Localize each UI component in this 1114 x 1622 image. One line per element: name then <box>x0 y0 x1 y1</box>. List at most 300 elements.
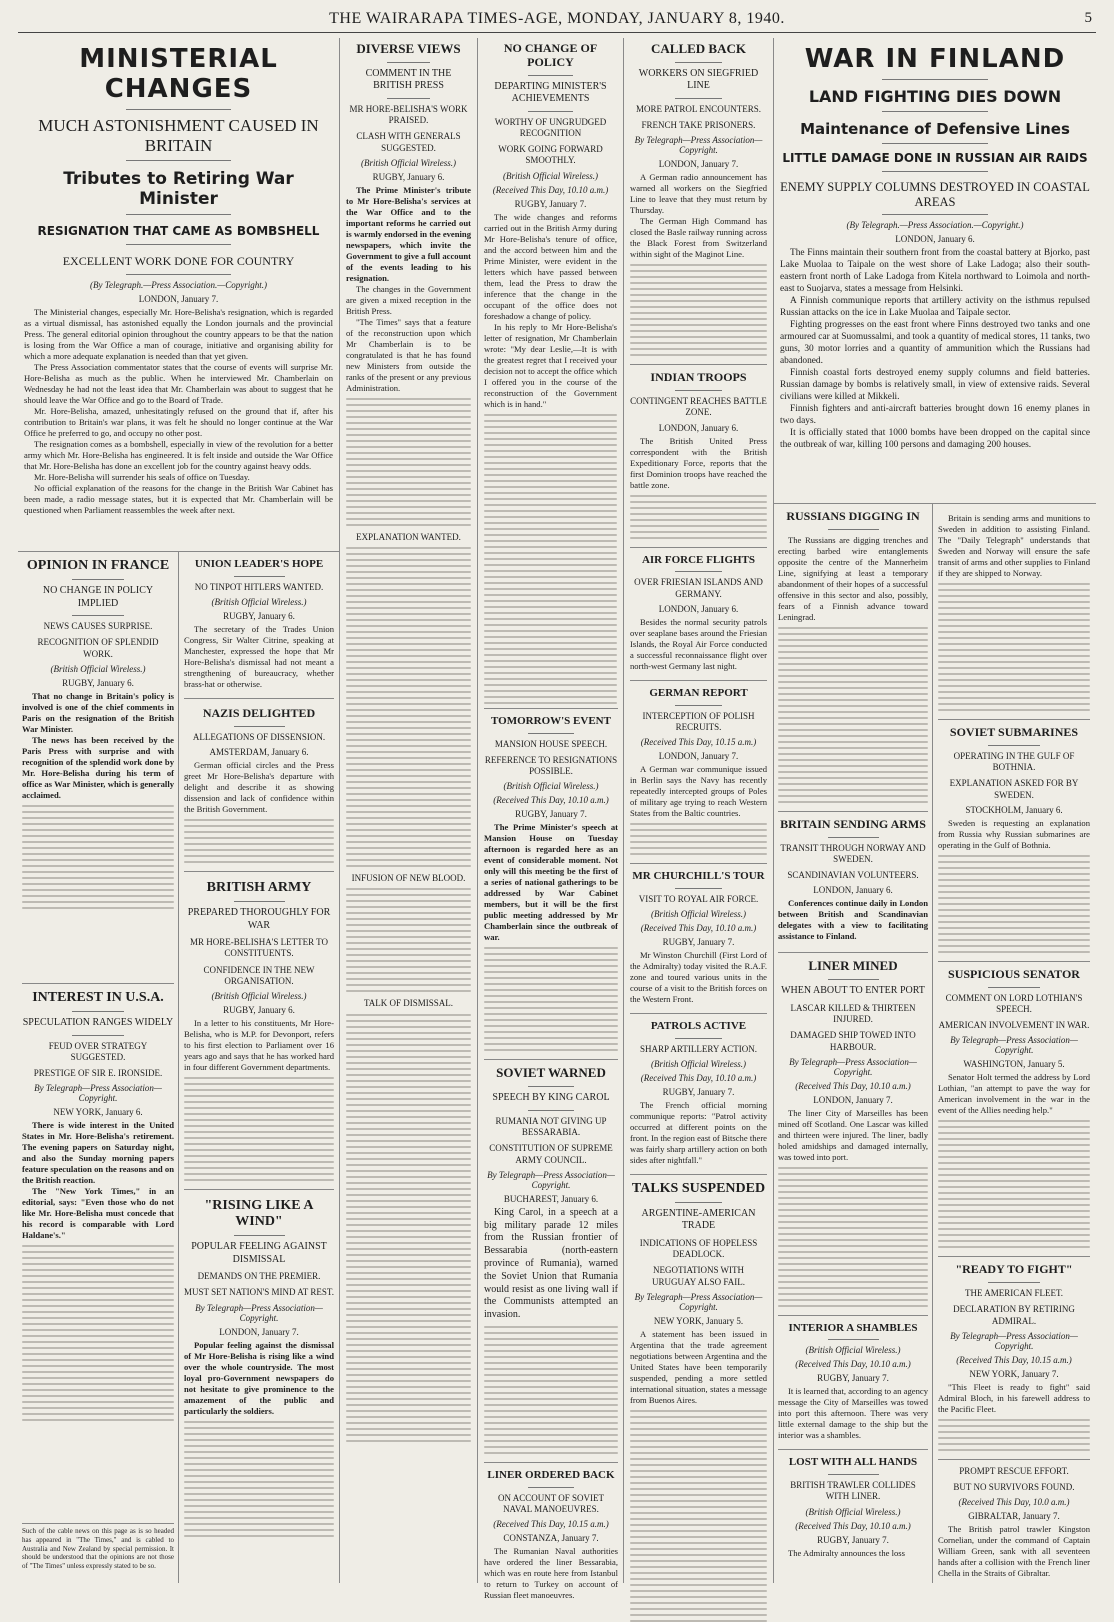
dateline: LONDON, January 6. <box>895 233 975 244</box>
column-no-change-policy <box>478 38 624 1601</box>
illegible-text <box>630 264 767 356</box>
deck: TRANSIT THROUGH NORWAY AND SWEDEN. <box>780 842 926 864</box>
credit-line: By Telegraph—Press Association—Copyright. <box>950 1330 1078 1351</box>
paragraph: Conferences continue daily in London between British and Scandinavian delegates with a view to facilitating assistance to Finland. <box>778 898 928 942</box>
paragraph: The Admiralty announces the loss <box>788 1547 905 1558</box>
deck: OPERATING IN THE GULF OF BOTHNIA. <box>953 750 1075 773</box>
divider <box>675 1038 722 1039</box>
divider <box>675 888 722 889</box>
divider <box>528 1086 574 1087</box>
paragraph: The German High Command has closed the Basle railway running across the Black Forest from Switzerland within sight of the Maginot Line. <box>630 216 767 260</box>
credit-line: (British Official Wireless.) <box>805 1345 901 1356</box>
paragraph: A German radio announcement has warned all workers on the Siegfried Line to leave that they must return by Thursday. <box>630 172 767 216</box>
paragraph: The British patrol trawler Kingston Cornelian, under the command of Captain William Green, sank with all seventeen hands after a collision with the French liner Chella in the Straits of Gibraltar. <box>938 1524 1090 1579</box>
deck: ALLEGATIONS OF DISSENSION. <box>192 731 326 742</box>
dateline: LONDON, January 6. <box>658 603 739 614</box>
divider <box>126 160 231 161</box>
deck: NO CHANGE IN POLICY IMPLIED <box>42 585 154 609</box>
credit-line: By Telegraph—Press Association—Copyright. <box>34 1083 162 1104</box>
deck: CONFIDENCE IN THE NEW ORGANISATION. <box>203 964 315 986</box>
article-body <box>938 1524 1090 1579</box>
credit-line: (By Telegraph.—Press Association.—Copyright.) <box>846 219 1024 230</box>
article-body <box>778 1548 928 1559</box>
masthead-title: THE WAIRARAPA TIMES-AGE, MONDAY, JANUARY 8, 1940. <box>329 10 785 27</box>
deck: BUT NO SURVIVORS FOUND. <box>953 1482 1075 1493</box>
credit-line: (Received This Day, 10.10 a.m.) <box>795 1080 911 1091</box>
credit-line: By Telegraph—Press Association—Copyright. <box>789 1056 917 1077</box>
paragraph: The secretary of the Trades Union Congress, Sir Walter Citrine, speaking at Manchester, expressed the hope that Mr Hore-Belisha's dismissal had not meant a strengthening of bureaucracy, whether brass-hat or otherwise. <box>184 623 334 689</box>
footnote: Such of the cable news on this page as is so headed has appeared in "The Times," and is cabled to Australia and New Zealand by special permission. It should be understood that the opinions are not those of "The Times" unless expressly stated to be so. <box>22 1523 174 1571</box>
article-body <box>184 760 334 815</box>
paragraph: The Finns maintain their southern front from the coastal battery at Bjorko, past Lake Muolaa to Taipale on the west shore of Lake Ladoga; also their south-eastern front north of Lake Ladoga from Kitela northward to Loimola and north-east to Suojarva, states a message from Helsinki. <box>780 247 1090 295</box>
headline-union-leader: UNION LEADER'S HOPE <box>194 558 324 570</box>
dateline: NEW YORK, January 5. <box>653 1315 744 1326</box>
deck: SPEECH BY KING CAROL <box>492 1092 610 1104</box>
divider <box>675 705 722 706</box>
divider <box>72 1035 124 1036</box>
illegible-text <box>630 1410 767 1622</box>
article-stack <box>484 708 618 1601</box>
paragraph: Besides the normal security patrols over seaplane bases around the Friesian Islands, the Royal Air Force conducted a successful reconnaissance flight over north-west Germany last night. <box>630 616 767 671</box>
divider <box>882 111 987 112</box>
deck: DAMAGED SHIP TOWED INTO HARBOUR. <box>790 1030 916 1052</box>
paragraph: Fighting progresses on the east front where Finns destroyed two tanks and one armoured car at Suomussalmi, and took a quantity of medical stores, 11 tanks, two guns, 30 motor lorries and a quantity of ammunition which the Russians had abandoned. <box>780 320 1090 367</box>
divider <box>234 1235 285 1236</box>
deck-tributes: Tributes to Retiring War Minister <box>63 169 294 210</box>
article-body <box>938 1382 1090 1415</box>
dateline: LONDON, January 6. <box>813 885 893 896</box>
divider <box>234 576 285 577</box>
illegible-text <box>484 414 617 704</box>
paragraph: German official circles and the Press greet Mr Hore-Belisha's departure with delight and describe it as showing dissension and lack of confidence within the British Government. <box>184 759 334 814</box>
divider <box>828 979 879 980</box>
divider <box>528 1487 574 1488</box>
paragraph: Finnish fighters and anti-aircraft batteries brought down 16 enemy planes in two days. <box>780 404 1090 427</box>
article-body <box>778 898 928 942</box>
deck: THE AMERICAN FLEET. <box>964 1288 1064 1299</box>
divider <box>72 615 124 616</box>
paragraph: A Finnish communique reports that artillery activity on the isthmus repulsed Russian attacks on the ice in Lake Muolaa and Taipale sector. <box>780 296 1090 319</box>
credit-line: (British Official Wireless.) <box>211 596 307 607</box>
deck: SHARP ARTILLERY ACTION. <box>639 1043 758 1054</box>
divider <box>387 62 430 63</box>
deck: BRITISH TRAWLER COLLIDES WITH LINER. <box>790 1480 916 1502</box>
paragraph: The changes in the Government are given a mixed reception in the British Press. <box>346 283 471 316</box>
headline-interior-shambles: INTERIOR A SHAMBLES <box>788 1321 918 1334</box>
deck: RUMANIA NOT GIVING UP BESSARABIA. <box>495 1115 607 1138</box>
deck: NEGOTIATIONS WITH URUGUAY ALSO FAIL. <box>652 1265 745 1287</box>
divider <box>828 1474 879 1475</box>
paragraph: "The Times" says that a feature of the reconstruction upon which Mr Chamberlain is to be congratulated is that he has found new Ministers from outside the ranks of the present or any previous Administration. <box>346 316 471 393</box>
illegible-text <box>346 547 471 867</box>
headline-ready-to-fight: "READY TO FIGHT" <box>955 1262 1073 1277</box>
deck: MR HORE-BELISHA'S LETTER TO CONSTITUENTS. <box>189 937 329 959</box>
column-called-back <box>624 38 774 1583</box>
deck: FEUD OVER STRATEGY SUGGESTED. <box>48 1040 148 1062</box>
divider <box>675 1202 722 1203</box>
article-body <box>780 247 1090 452</box>
article-body <box>22 1120 174 1241</box>
illegible-text <box>346 888 471 992</box>
subcolumn-right <box>184 558 334 1583</box>
credit-line: (Received This Day, 10.15 a.m.) <box>493 1519 609 1530</box>
paragraph: The news has been received by the Paris Press with surprise and with recognition of the splendid work done by Mr. Hore-Belisha during his term of office as War Minister, which is generally acclaimed. <box>22 734 174 800</box>
credit-line: By Telegraph—Press Association—Copyright. <box>195 1302 323 1323</box>
illegible-text <box>184 1077 334 1181</box>
article-body <box>778 535 928 623</box>
headline-air-force-flights: AIR FORCE FLIGHTS <box>641 553 756 566</box>
deck: WHEN ABOUT TO ENTER PORT <box>781 985 925 997</box>
divider <box>882 79 987 80</box>
paragraph: There is wide interest in the United States in Mr. Hore-Belisha's retirement. The evening papers on Saturday night, and also the Sunday morning papers feature speculation on the reasons and on the British reaction. <box>22 1120 174 1186</box>
dateline: RUGBY, January 6. <box>223 1005 295 1016</box>
illegible-text <box>22 1245 174 1421</box>
article-body <box>24 307 333 516</box>
headline-called-back: CALLED BACK <box>651 41 746 56</box>
deck: FRENCH TAKE PRISONERS. <box>641 120 756 131</box>
article-body <box>184 624 334 690</box>
headline-soviet-submarines: SOVIET SUBMARINES <box>949 725 1079 739</box>
deck: MANSION HOUSE SPEECH. <box>494 738 608 749</box>
headline-no-change-policy: NO CHANGE OF POLICY <box>503 41 598 69</box>
dateline: WASHINGTON, January 5. <box>963 1059 1065 1070</box>
dateline: CONSTANZA, January 7. <box>503 1533 599 1544</box>
credit-line: (By Telegraph.—Press Association.—Copyright.) <box>90 279 267 290</box>
headline-soviet-warned: SOVIET WARNED <box>496 1065 606 1081</box>
article-body <box>630 172 767 260</box>
paragraph: The Prime Minister's speech at Mansion House on Tuesday afternoon is regarded here as an event of considerable moment. Not only will this meeting be the first of a series of national gatherings to be addressed by War Cabinet members, but it will be the first public meeting addressed by Mr Chamberlain since the outbreak of war. <box>484 822 618 943</box>
paragraph: That no change in Britain's policy is involved is one of the chief comments in Paris on the resignation of the British War Minister. <box>22 690 174 734</box>
credit-line: (Received This Day, 10.10 a.m.) <box>795 1520 911 1531</box>
deck: DECLARATION BY RETIRING ADMIRAL. <box>953 1304 1075 1326</box>
headline-russians-digging: RUSSIANS DIGGING IN <box>786 509 920 523</box>
dateline: LONDON, January 7. <box>219 1326 299 1337</box>
headline-lost-all-hands: LOST WITH ALL HANDS <box>788 1456 918 1469</box>
dateline: LONDON, January 7. <box>658 751 739 762</box>
illegible-text <box>22 805 174 909</box>
paragraph: The liner City of Marseilles has been mined off Scotland. One Lascar was killed and thirteen were injured. The liner, badly holed amidships and damaged internally, was towed into port. <box>778 1107 928 1162</box>
credit-line: By Telegraph—Press Association—Copyright. <box>487 1169 615 1190</box>
headline-nazis-delighted: NAZIS DELIGHTED <box>202 705 316 720</box>
headline-diverse-views: DIVERSE VIEWS <box>356 41 461 56</box>
paragraph: Mr Winston Churchill (First Lord of the Admiralty) today visited the R.A.F. zone and toured various units in the course of a visit to the British forces on the Western Front. <box>630 949 767 1004</box>
divider <box>72 579 124 580</box>
page-number: 5 <box>1084 10 1092 26</box>
column-ministerial-changes <box>18 38 340 1583</box>
illegible-text <box>630 495 767 539</box>
headline-talks-suspended: TALKS SUSPENDED <box>631 1180 766 1196</box>
deck: EXPLANATION ASKED FOR BY SWEDEN. <box>949 778 1079 800</box>
divider <box>234 726 285 727</box>
deck: PROMPT RESCUE EFFORT. <box>959 1465 1069 1476</box>
deck: SPECULATION RANGES WIDELY <box>22 1017 174 1029</box>
deck-land-fighting: LAND FIGHTING DIES DOWN <box>808 87 1062 106</box>
headline-war-in-finland: WAR IN FINLAND <box>804 44 1066 74</box>
illegible-text <box>184 819 334 863</box>
article-body <box>630 764 767 819</box>
headline-liner-mined: LINER MINED <box>808 958 898 974</box>
deck: INDICATIONS OF HOPELESS DEADLOCK. <box>639 1237 758 1260</box>
credit-line: (British Official Wireless.) <box>503 170 598 181</box>
headline-patrols-active: PATROLS ACTIVE <box>650 1019 747 1032</box>
deck: CONSTITUTION OF SUPREME ARMY COUNCIL. <box>489 1143 613 1165</box>
illegible-text <box>630 823 767 855</box>
dateline: RUGBY, January 6. <box>223 610 295 621</box>
dateline: LONDON, January 7. <box>813 1094 893 1105</box>
credit-line: By Telegraph—Press Association—Copyright. <box>950 1035 1078 1056</box>
dateline: AMSTERDAM, January 6. <box>209 746 309 757</box>
illegible-text <box>938 1419 1090 1451</box>
deck: NEWS CAUSES SURPRISE. <box>43 621 153 632</box>
paragraph: In a letter to his constituents, Mr Hore-Belisha, who is M.P. for Devonport, refers to his first election to Parliament over 16 years ago and says that he has worked hard in four different Government departments. <box>184 1018 334 1073</box>
divider <box>988 987 1040 988</box>
deck: AMERICAN INVOLVEMENT IN WAR. <box>938 1020 1090 1031</box>
column-divider <box>932 503 933 1583</box>
divider <box>882 171 987 172</box>
credit-line: (Received This Day, 10.10 a.m.) <box>493 795 609 806</box>
paragraph: Sweden is requesting an explanation from Russia why Russian submarines are operating in the Gulf of Bothnia. <box>938 817 1090 850</box>
dateline: RUGBY, January 7. <box>514 198 587 209</box>
dateline: BUCHAREST, January 6. <box>503 1193 599 1204</box>
deck-little-damage: LITTLE DAMAGE DONE IN RUSSIAN AIR RAIDS <box>782 151 1088 166</box>
illegible-text <box>184 1421 334 1537</box>
divider <box>675 390 722 391</box>
headline-indian-troops: INDIAN TROOPS <box>650 370 747 385</box>
credit-line: (British Official Wireless.) <box>503 781 599 792</box>
deck: RECOGNITION OF SPLENDID WORK. <box>37 637 159 659</box>
paragraph: Finnish coastal forts destroyed enemy supply columns and field batteries. Russian damage by bombs is relatively small, in view of extensive raids. Several civilians were killed at Mikkeli. <box>780 368 1090 403</box>
illegible-text <box>484 1326 618 1454</box>
headline-tomorrows-event: TOMORROW'S EVENT <box>491 715 611 727</box>
dateline: RUGBY, January 6. <box>372 171 445 182</box>
deck: NO TINPOT HITLERS WANTED. <box>194 581 324 592</box>
illegible-text <box>938 855 1090 953</box>
subhead: INFUSION OF NEW BLOOD. <box>351 873 466 884</box>
paragraph: The Ministerial changes, especially Mr. Hore-Belisha's resignation, which is regarded as a virtual dismissal, has astonished equally the London journals and the provincial Press. The general editorial opinion throughout the country appears to be that the nation is losing from the War Office a man of courage, initiative and organising ability for which a more adequate explanation is needed than that yet given. <box>24 306 333 361</box>
divider <box>882 214 987 215</box>
divider <box>528 733 574 734</box>
divider <box>18 551 340 552</box>
article-body <box>630 950 767 1005</box>
deck: ON ACCOUNT OF SOVIET NAVAL MANOEUVRES. <box>497 1492 605 1514</box>
deck: CONTINGENT REACHES BATTLE ZONE. <box>630 396 767 418</box>
deck-excellent-work: EXCELLENT WORK DONE FOR COUNTRY <box>62 253 295 268</box>
subcolumn-right <box>938 510 1090 1583</box>
deck: PREPARED THOROUGHLY FOR WAR <box>187 907 331 931</box>
deck: COMMENT ON LORD LOTHIAN'S SPEECH. <box>945 992 1083 1014</box>
illegible-text <box>938 1120 1090 1248</box>
divider <box>72 1011 124 1012</box>
headline-opinion-france: OPINION IN FRANCE <box>26 558 170 573</box>
deck: WORK GOING FORWARD SMOOTHLY. <box>498 144 603 166</box>
article-body <box>484 822 618 943</box>
subhead: EXPLANATION WANTED. <box>356 531 461 542</box>
headline-rising-wind: "RISING LIKE A WIND" <box>204 1198 314 1230</box>
headline-suspicious-senator: SUSPICIOUS SENATOR <box>948 966 1080 981</box>
credit-line: (British Official Wireless.) <box>361 157 456 168</box>
article-body <box>484 212 617 410</box>
divider <box>387 98 430 99</box>
divider <box>528 1110 574 1111</box>
column-war-in-finland <box>774 38 1096 1583</box>
article-body <box>484 1546 618 1601</box>
dateline: RUGBY, January 7. <box>662 1086 735 1097</box>
deck: WORTHY OF UNGRUDGED RECOGNITION <box>494 116 607 138</box>
credit-line: (British Official Wireless.) <box>50 663 146 674</box>
deck: DEMANDS ON THE PREMIER. <box>197 1271 321 1282</box>
dateline: NEW YORK, January 7. <box>969 1368 1059 1379</box>
divider <box>988 745 1040 746</box>
divider <box>675 98 722 99</box>
article-body <box>184 1018 334 1073</box>
paragraph: The Prime Minister's tribute to Mr Hore-Belisha's services at the War Office and to the important reforms he carried out is warmly endorsed in the evening newspapers, which invite the Government to give a full account of the events leading to his resignation. <box>346 184 471 283</box>
deck-resignation-bombshell: RESIGNATION THAT CAME AS BOMBSHELL <box>37 224 320 239</box>
paragraph: "This Fleet is ready to fight" said Admiral Bloch, in his farewell address to the Pacific Fleet. <box>938 1381 1090 1414</box>
credit-line: By Telegraph—Press Association—Copyright. <box>634 135 763 156</box>
divider <box>675 62 722 63</box>
headline-liner-ordered-back: LINER ORDERED BACK <box>487 1469 615 1481</box>
deck: COMMENT IN THE BRITISH PRESS <box>365 67 452 92</box>
paragraph: Mr. Hore-Belisha will surrender his seals of office on Tuesday. <box>34 471 250 482</box>
deck: POPULAR FEELING AGAINST DISMISSAL <box>191 1241 327 1265</box>
divider <box>126 244 231 245</box>
credit-line: (Received This Day, 10.10 a.m.) <box>640 922 757 933</box>
deck: PRESTIGE OF SIR E. IRONSIDE. <box>33 1068 163 1079</box>
deck: CLASH WITH GENERALS SUGGESTED. <box>356 131 461 153</box>
divider <box>828 837 879 838</box>
illegible-text <box>484 947 618 1051</box>
credit-line: (Received This Day, 10.10 a.m.) <box>492 184 609 195</box>
article-body <box>22 691 174 801</box>
article-body <box>938 513 1090 579</box>
headline-british-army: BRITISH ARMY <box>206 879 312 895</box>
deck: SCANDINAVIAN VOLUNTEERS. <box>787 870 919 881</box>
subhead: TALK OF DISMISSAL. <box>363 998 454 1009</box>
paragraph: The "New York Times," in an editorial, says: "Even those who do not like Mr. Hore-Belisha must concede that his record is comparable with Lord Haldane's." <box>22 1186 174 1241</box>
subcolumn-left <box>778 510 928 1583</box>
paragraph: Britain is sending arms and munitions to Sweden in addition to assisting Finland. The "Daily Telegraph" understands that Sweden and Norway will ensure the safe transit of arms and other supplies to Finland if they are shipped to Norway. <box>938 513 1090 578</box>
dateline: RUGBY, January 6. <box>62 677 134 688</box>
paragraph: Popular feeling against the dismissal of Mr Hore-Belisha is rising like a wind over the whole countryside. The most loyal pro-Government newspapers do not hesitate to give prominence to the amazement of the public and particularly the soldiers. <box>184 1339 334 1416</box>
deck: INTERCEPTION OF POLISH RECRUITS. <box>642 710 755 732</box>
deck: VISIT TO ROYAL AIR FORCE. <box>638 893 759 904</box>
credit-line: By Telegraph—Press Association—Copyright. <box>634 1291 763 1312</box>
paragraph: The Press Association commentator states that the course of events will surprise Mr. Hore-Belisha as much as the public. When he interviewed Mr. Chamberlain on Wednesday he had not the least idea that Mr. Chamberlain was about to suggest that he should leave the War Office and go to the Board of Trade. <box>24 361 333 405</box>
divider <box>528 111 573 112</box>
deck-astonishment: MUCH ASTONISHMENT CAUSED IN BRITAIN <box>38 116 319 155</box>
credit-line: (Received This Day, 10.15 a.m.) <box>956 1354 1072 1365</box>
divider <box>234 901 285 902</box>
article-body <box>346 185 471 394</box>
paragraph: A statement has been issued in Argentina that the trade agreement negotiations between Argentina and the United States have been temporarily suspended, pending a more settled international situation, states a message from Buenos Aires. <box>630 1328 767 1405</box>
deck-enemy-supply: ENEMY SUPPLY COLUMNS DESTROYED IN COASTAL AREAS <box>780 180 1090 209</box>
divider <box>126 274 231 275</box>
paragraph: In his reply to Mr Hore-Belisha's letter of resignation, Mr Chamberlain wrote: "My dear Leslie,—It is with the greatest regret that I received your decision not to accept the office which I offered you in the course of the reconstruction of the Government which is in hand." <box>484 321 617 409</box>
article-body <box>778 1108 928 1163</box>
credit-line: (British Official Wireless.) <box>651 908 746 919</box>
deck: MR HORE-BELISHA'S WORK PRAISED. <box>349 103 468 126</box>
dateline: GIBRALTAR, January 7. <box>968 1511 1060 1522</box>
article-body <box>630 1100 767 1166</box>
paragraph: The Rumanian Naval authorities have ordered the liner Bessarabia, which was en route here from Istanbul to return to Turkey on account of Russian fleet manoeuvres. <box>484 1546 618 1601</box>
credit-line: (British Official Wireless.) <box>805 1506 901 1517</box>
divider <box>828 1339 879 1340</box>
paragraph: The French official morning communique reports: "Patrol activity occurred at different points on the front. In the region east of Bitsche there was fairly sharp artillery action on both sides after nightfall." <box>630 1099 767 1165</box>
article-body <box>484 1207 618 1322</box>
divider <box>828 529 879 530</box>
divider <box>675 571 722 572</box>
headline-german-report: GERMAN REPORT <box>649 686 748 699</box>
illegible-text <box>346 1014 471 1442</box>
dateline: NEW YORK, January 6. <box>53 1107 143 1118</box>
headline-interest-usa: INTEREST IN U.S.A. <box>32 990 164 1005</box>
deck-defensive-lines: Maintenance of Defensive Lines <box>800 120 1070 139</box>
divider <box>882 143 987 144</box>
divider <box>988 1282 1040 1283</box>
paragraph: The Russians are digging trenches and erecting barbed wire entanglements opposite the centre of the Mannerheim Line, signifying at least a temporary abandonment of their hopes of a successful offensive in this sector and also, possibly, fears of a Finnish advance toward Leningrad. <box>778 534 928 622</box>
column-diverse-views <box>340 38 478 1583</box>
illegible-text <box>938 583 1090 711</box>
column-divider <box>178 551 179 1583</box>
deck: OVER FRIESIAN ISLANDS AND GERMANY. <box>634 577 763 599</box>
paragraph: The resignation comes as a bombshell, especially in view of the revolution for a better army which Mr. Hore-Belisha has engineered. It is felt inside and outside the War Office that Mr. Hore-Belisha has done an excellent job for the country against heavy odds. <box>24 438 333 471</box>
headline-churchill-tour: MR CHURCHILL'S TOUR <box>632 870 765 883</box>
paragraph: It is learned that, according to an agency message the City of Marseilles was towed into port this afternoon. There was very little external damage to the ship but the interior was a shambles. <box>778 1386 928 1441</box>
credit-line: (Received This Day, 10.0 a.m.) <box>958 1497 1070 1508</box>
deck: MORE PATROL ENCOUNTERS. <box>635 103 762 114</box>
paragraph: Senator Holt termed the address by Lord Lothian, "an attempt to pave the way for American involvement in the war in the event of the Allies needing help." <box>938 1072 1090 1116</box>
illegible-text <box>778 1167 928 1307</box>
credit-line: (Received This Day, 10.10 a.m.) <box>640 1072 757 1083</box>
dateline: RUGBY, January 7. <box>817 1373 889 1384</box>
credit-line: (Received This Day, 10.10 a.m.) <box>795 1359 911 1370</box>
deck: LASCAR KILLED & THIRTEEN INJURED. <box>790 1002 916 1025</box>
dateline: LONDON, January 6. <box>658 422 739 433</box>
deck: MUST SET NATION'S MIND AT REST. <box>184 1287 334 1298</box>
deck: REFERENCE TO RESIGNATIONS POSSIBLE. <box>484 754 618 777</box>
illegible-text <box>778 627 928 803</box>
article-interest-usa <box>22 983 174 1425</box>
article-body <box>938 818 1090 851</box>
dateline: RUGBY, January 7. <box>817 1534 889 1545</box>
divider <box>126 214 231 215</box>
paragraph: Mr. Hore-Belisha, amazed, unhesitatingly refused on the ground that if, after his contribution to Britain's war plans, it was felt he should no longer continue at the War Office he preferred to go, and occupy no other post. <box>24 405 333 438</box>
paragraph: It is officially stated that 1000 bombs have been dropped on the capital since the outbreak of war, killing 100 persons and damaging 200 houses. <box>780 428 1090 451</box>
dateline: LONDON, January 7. <box>658 159 739 170</box>
divider <box>528 75 573 76</box>
credit-line: (British Official Wireless.) <box>651 1058 746 1069</box>
article-body <box>630 617 767 672</box>
paragraph: King Carol, in a speech at a big military parade 12 miles from the Russian frontier of Bessarabia (north-eastern province of Rumania), warned the Soviet Union that Rumania would resist as one living wall if the Communists attempted an invasion. <box>484 1206 618 1321</box>
dateline: RUGBY, January 7. <box>515 809 587 820</box>
divider <box>126 109 231 110</box>
paragraph: The British United Press correspondent with the British Expeditionary Force, reports that the first Dominion troops have reached the battle zone. <box>630 435 767 490</box>
paragraph: No official explanation of the reasons for the change in the British War Cabinet has been made, a radio message states, but it is expected that Mr. Chamberlain will be questioned when Parliament reassembles the week after next. <box>24 482 333 515</box>
deck: DEPARTING MINISTER'S ACHIEVEMENTS <box>494 80 607 105</box>
article-body <box>184 1340 334 1417</box>
article-body <box>630 436 767 491</box>
deck: ARGENTINE-AMERICAN TRADE <box>641 1207 756 1232</box>
paragraph: A German war communique issued in Berlin says the Navy has recently repeatedly intercepted groups of Poles of military age trying to reach Western States from the Baltic countries. <box>630 764 767 819</box>
paragraph: The wide changes and reforms carried out in the British Army during Mr Hore-Belisha's tenure of office, and the accord between him and the Prime Minister, were evident in the letters which have passed between them, lead the Press to draw the inference that the change in the occupant of the office does not foreshadow a change of policy. <box>484 211 617 321</box>
masthead <box>18 6 1096 33</box>
dateline: RUGBY, January 7. <box>662 936 735 947</box>
dateline: STOCKHOLM, January 6. <box>965 804 1063 815</box>
headline-ministerial-changes: MINISTERIAL CHANGES <box>79 44 278 104</box>
subcolumn-left <box>22 558 174 1583</box>
credit-line: (British Official Wireless.) <box>211 991 307 1002</box>
deck: WORKERS ON SIEGFRIED LINE <box>638 67 759 92</box>
